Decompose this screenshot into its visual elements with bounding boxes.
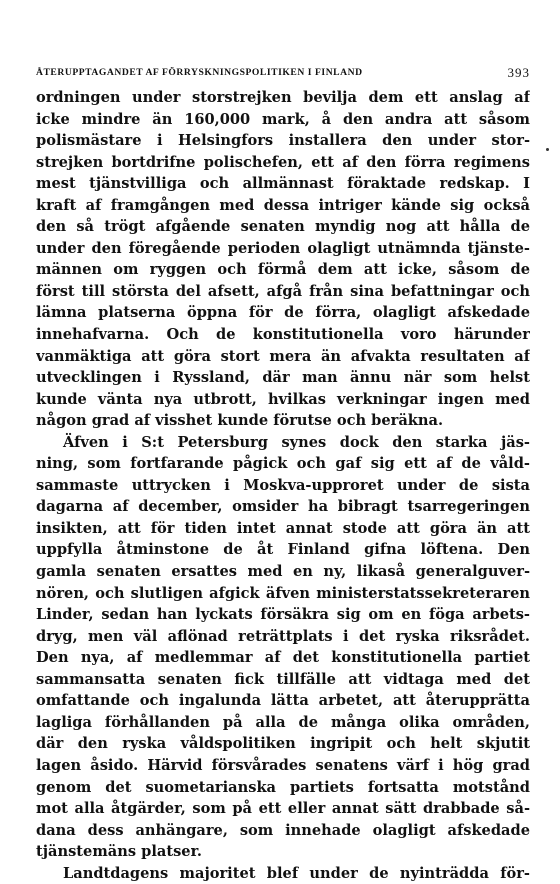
text-line: kraft af framgången med dessa intriger kände sig också	[36, 196, 530, 214]
book-page	[36, 0, 530, 882]
text-line: omfattande och ingalunda lätta arbetet, att återupprätta	[36, 692, 530, 710]
text-line: ordningen under storstrejken bevilja dem ett anslag af	[36, 89, 530, 106]
text-line: dagarna af december, omsider ha bibragt tsarregeringen	[36, 498, 530, 516]
text-line: ning, som fortfarande pågick och gaf sig ett af de våld-	[36, 455, 530, 473]
text-line: mot alla åtgärder, som på ett eller annat sätt drabbade så-	[36, 800, 530, 818]
text-line: icke mindre än 160,000 mark, å den andra att såsom	[36, 110, 530, 128]
text-line: vanmäktiga att göra stort mera än afvakta resultaten af	[36, 347, 530, 365]
text-line: mest tjänstvilliga och allmännast föraktade redskap. I	[36, 175, 530, 193]
text-line: den så trögt afgående senaten myndig nog att hålla de	[36, 218, 530, 236]
text-line: Linder, sedan han lyckats försäkra sig om en föga arbets-	[36, 606, 530, 624]
text-line: sammaste uttrycken i Moskva-upproret under de sista	[36, 476, 530, 494]
text-line: strejken bortdrifne polischefen, ett af den förra regimens	[36, 153, 530, 171]
text-line: lagliga förhållanden på alla de många olika områden,	[36, 713, 530, 731]
text-line: männen om ryggen och förmå dem att icke, såsom de	[36, 261, 530, 279]
text-line: någon grad af visshet kunde förutse och beräkna.	[36, 412, 444, 430]
text-line: Landtdagens majoritet blef under de nyinträdda för-	[63, 864, 530, 882]
body-text	[36, 87, 530, 884]
text-line: under den föregående perioden olagligt utnämnda tjänste-	[36, 239, 530, 257]
text-line: kunde vänta nya utbrott, hvilkas verkningar ingen med	[36, 390, 530, 408]
text-line: nören, och slutligen afgick äfven ministerstatssekreteraren	[36, 584, 530, 602]
text-line: utvecklingen i Ryssland, där man ännu när som helst	[36, 369, 530, 387]
running-header	[36, 64, 530, 82]
text-line: innehafvarna. Och de konstitutionella voro härunder	[36, 326, 530, 344]
text-line: Äfven i S:t Petersburg synes dock den starka jäs-	[63, 433, 530, 451]
running-title: ÅTERUPPTAGANDET AF FÖRRYSKNINGSPOLITIKEN I FINLAND	[36, 67, 363, 78]
text-line: dryg, men väl aflönad reträttplats i det ryska riksrådet.	[36, 627, 530, 645]
page-number: 393	[507, 65, 530, 80]
margin-dot	[546, 148, 549, 151]
text-line: lagen åsido. Härvid försvårades senatens värf i hög grad	[36, 756, 530, 774]
text-line: uppfylla åtminstone de åt Finland gifna löftena. Den	[36, 541, 530, 559]
text-line: där den ryska våldspolitiken ingripit och helt skjutit	[36, 735, 530, 753]
text-line: polismästare i Helsingfors installera den under stor-	[36, 132, 530, 150]
text-line: sammansatta senaten fick tillfälle att vidtaga med det	[36, 670, 530, 688]
text-line: genom det suometarianska partiets fortsatta motstånd	[36, 778, 530, 796]
text-line: dana dess anhängare, som innehade olagligt afskedade	[36, 821, 530, 839]
text-line: Den nya, af medlemmar af det konstitutionella partiet	[36, 649, 530, 667]
text-line: tjänstemäns platser.	[36, 843, 203, 861]
text-line: insikten, att för tiden intet annat stode att göra än att	[36, 519, 530, 537]
text-line: lämna platserna öppna för de förra, olagligt afskedade	[36, 304, 530, 322]
text-line: först till största del afsett, afgå från sina befattningar och	[36, 282, 530, 300]
text-line: gamla senaten ersattes med en ny, likaså generalguver-	[36, 563, 530, 581]
